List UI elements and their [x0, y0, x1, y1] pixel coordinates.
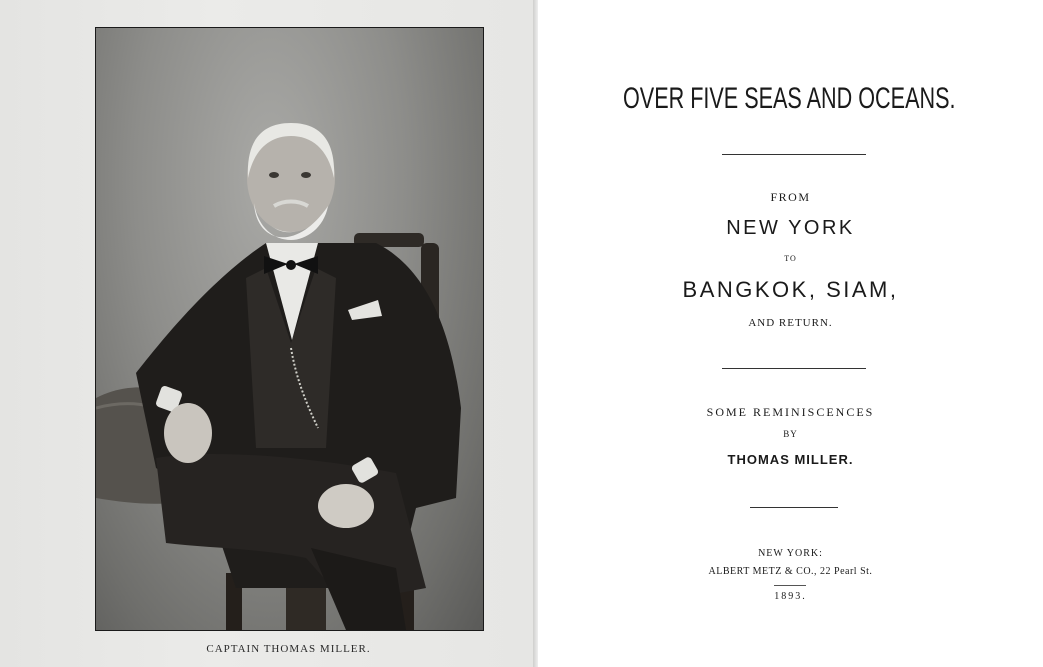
author-name: THOMAS MILLER. — [727, 452, 854, 467]
to-label: TO — [784, 254, 797, 263]
title-page — [538, 0, 1043, 667]
publisher-imprint: ALBERT METZ & CO., 22 Pearl St. — [708, 566, 873, 577]
title-rule — [722, 154, 866, 155]
origin-city: NEW YORK — [726, 217, 855, 239]
by-label: BY — [783, 429, 798, 439]
return-label: AND RETURN. — [748, 317, 833, 329]
subtitle: SOME REMINISCENCES — [706, 405, 875, 419]
from-label: FROM — [770, 190, 811, 204]
portrait-figure — [96, 28, 483, 630]
book-title: OVER FIVE SEAS AND OCEANS. — [622, 82, 956, 115]
imprint-rule — [774, 585, 806, 586]
portrait-photograph — [95, 27, 484, 631]
author-rule — [750, 507, 838, 508]
portrait-caption: CAPTAIN THOMAS MILLER. — [206, 643, 371, 655]
imprint-city: NEW YORK: — [758, 548, 823, 559]
publication-year: 1893. — [774, 591, 807, 602]
middle-rule — [722, 368, 866, 369]
destination: BANGKOK, SIAM, — [682, 277, 899, 302]
